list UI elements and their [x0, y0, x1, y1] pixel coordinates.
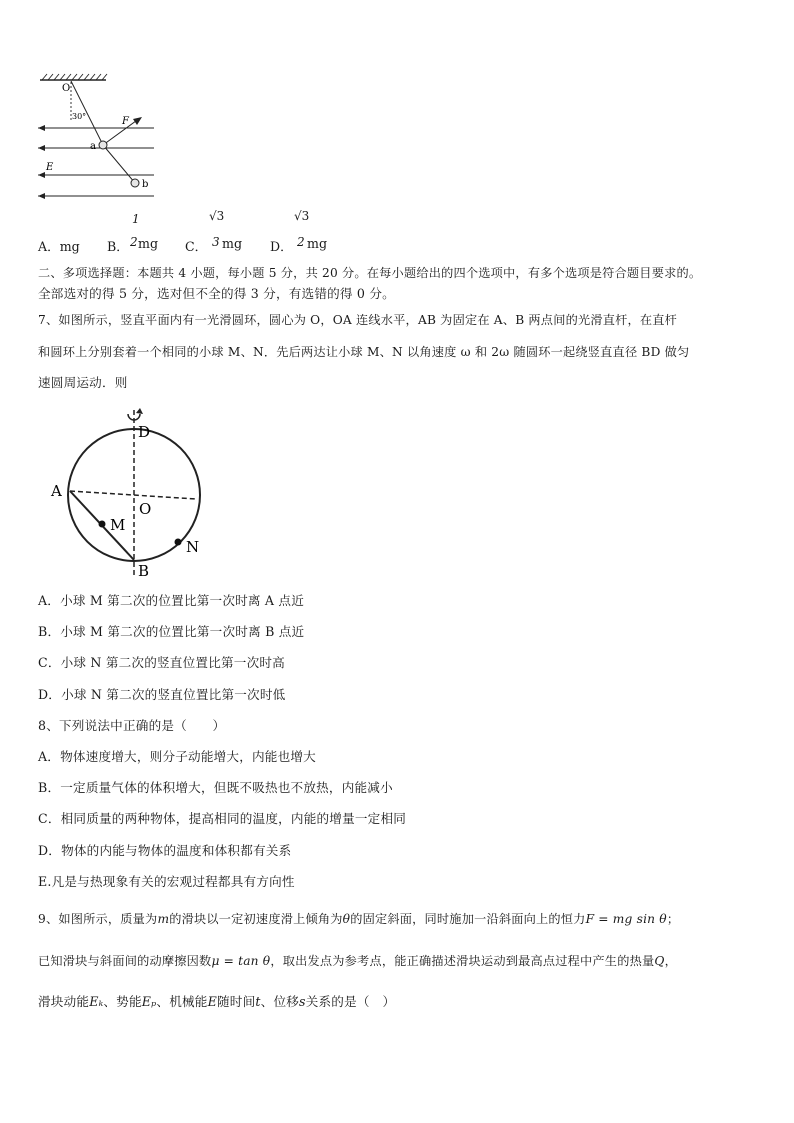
- q9-text: 、位移: [260, 994, 300, 1009]
- q6-option-d-numerator: √3: [294, 209, 310, 223]
- q8-option-b: B．一定质量气体的体积增大，但既不吸热也不放热，内能减小: [38, 780, 393, 795]
- q9-text: 、机械能: [156, 994, 208, 1009]
- q8-stem: 8、下列说法中正确的是（ ）: [38, 718, 226, 733]
- q7-label-B: B: [138, 562, 150, 580]
- q6-option-d-denominator: 2: [297, 235, 305, 249]
- q8-option-d: D．物体的内能与物体的温度和体积都有关系: [38, 843, 292, 858]
- q6-label-a: a: [90, 141, 96, 152]
- q6-label-angle: 30°: [72, 112, 87, 121]
- q8-option-a: A．物体速度增大，则分子动能增大，内能也增大: [38, 749, 316, 764]
- q6-option-b-numerator: 1: [132, 212, 140, 226]
- q7-label-N: N: [186, 538, 200, 556]
- q6-option-c-denominator: 3: [212, 235, 220, 249]
- q7-label-O: O: [139, 500, 152, 518]
- q6-label-F: F: [122, 116, 129, 127]
- q9-stem-line3: [38, 993, 395, 1011]
- q6-option-c-prefix: C．: [185, 239, 208, 254]
- section2-header-line2: 全部选对的得 5 分，选对但不全的得 3 分，有选错的得 0 分。: [38, 286, 395, 301]
- q9-text: 随时间: [217, 994, 256, 1009]
- q6-option-d-prefix: D．: [270, 239, 293, 254]
- q7-figure: [46, 404, 216, 580]
- q9-math-Q: Q: [654, 954, 665, 968]
- q6-label-b: b: [142, 179, 149, 190]
- q7-stem-line2: 和圆环上分别套着一个相同的小球 M、N．先后两达让小球 M、N 以角速度 ω 和 2ω 随圆环一起绕竖直直径 BD 做匀: [38, 345, 690, 359]
- q7-option-c: C．小球 N 第二次的竖直位置比第一次时高: [38, 655, 285, 670]
- q6-figure: [34, 72, 164, 204]
- q9-text: 关系的是（ ）: [305, 994, 396, 1009]
- q9-math-mu: μ = tan θ: [211, 954, 271, 968]
- q7-label-D: D: [138, 423, 151, 441]
- q6-label-E: E: [46, 162, 54, 173]
- q9-math-theta: θ: [342, 912, 351, 926]
- q7-option-b: B．小球 M 第二次的位置比第一次时离 B 点近: [38, 624, 305, 639]
- q7-stem-line3: 速圆周运动．则: [38, 375, 128, 390]
- q9-stem-line2: [38, 952, 677, 970]
- q7-option-a: A．小球 M 第二次的位置比第一次时离 A 点近: [38, 593, 304, 608]
- q8-option-c: C．相同质量的两种物体，提高相同的温度，内能的增量一定相同: [38, 811, 407, 826]
- q9-text: ；: [666, 912, 680, 926]
- q9-text: 的滑块以一定初速度滑上倾角为: [169, 912, 343, 926]
- q6-option-c-numerator: √3: [209, 209, 225, 223]
- q9-text: 的固定斜面，同时施加一沿斜面向上的恒力: [350, 912, 586, 926]
- q6-option-a: A．mg: [38, 239, 80, 254]
- q8-option-e: E.凡是与热现象有关的宏观过程都具有方向性: [38, 874, 295, 889]
- q9-text: 9、如图所示，质量为: [38, 912, 158, 926]
- q6-option-d-unit: mg: [307, 236, 328, 251]
- q6-option-b-unit: mg: [138, 236, 159, 251]
- q9-text: ，: [664, 954, 677, 968]
- q9-math-m: m: [157, 912, 170, 926]
- q9-math-Ek: Eₖ: [89, 994, 104, 1009]
- q9-stem-line1: [38, 910, 679, 928]
- q9-math-Ep: Eₚ: [141, 994, 157, 1009]
- q7-option-d: D．小球 N 第二次的竖直位置比第一次时低: [38, 687, 286, 702]
- q6-label-O: O: [62, 83, 71, 94]
- q6-option-b-prefix: B．: [107, 239, 129, 254]
- q9-text: 滑块动能: [38, 994, 90, 1009]
- q9-math-E: E: [207, 994, 217, 1009]
- section2-header-line1: 二、多项选择题：本题共 4 小题，每小题 5 分，共 20 分。在每小题给出的四个选项中，有多个选项是符合题目要求的。: [38, 266, 702, 280]
- q9-text: 已知滑块与斜面间的动摩擦因数: [38, 954, 212, 968]
- q7-stem-line1: 7、如图所示，竖直平面内有一光滑圆环，圆心为 O，OA 连线水平，AB 为固定在 A、B 两点间的光滑直杆，在直杆: [38, 313, 678, 327]
- q6-option-c-unit: mg: [222, 236, 243, 251]
- q7-label-A: A: [51, 482, 62, 500]
- q9-text: ，取出发点为参考点，能正确描述滑块运动到最高点过程中产生的热量: [270, 954, 655, 968]
- q7-label-M: M: [110, 516, 126, 534]
- q9-text: 、势能: [103, 994, 142, 1009]
- q9-math-s: s: [299, 994, 306, 1009]
- q9-math-t: t: [255, 994, 261, 1009]
- q6-option-b-denominator: 2: [130, 235, 138, 249]
- q9-math-force: F = mg sin θ: [585, 912, 667, 926]
